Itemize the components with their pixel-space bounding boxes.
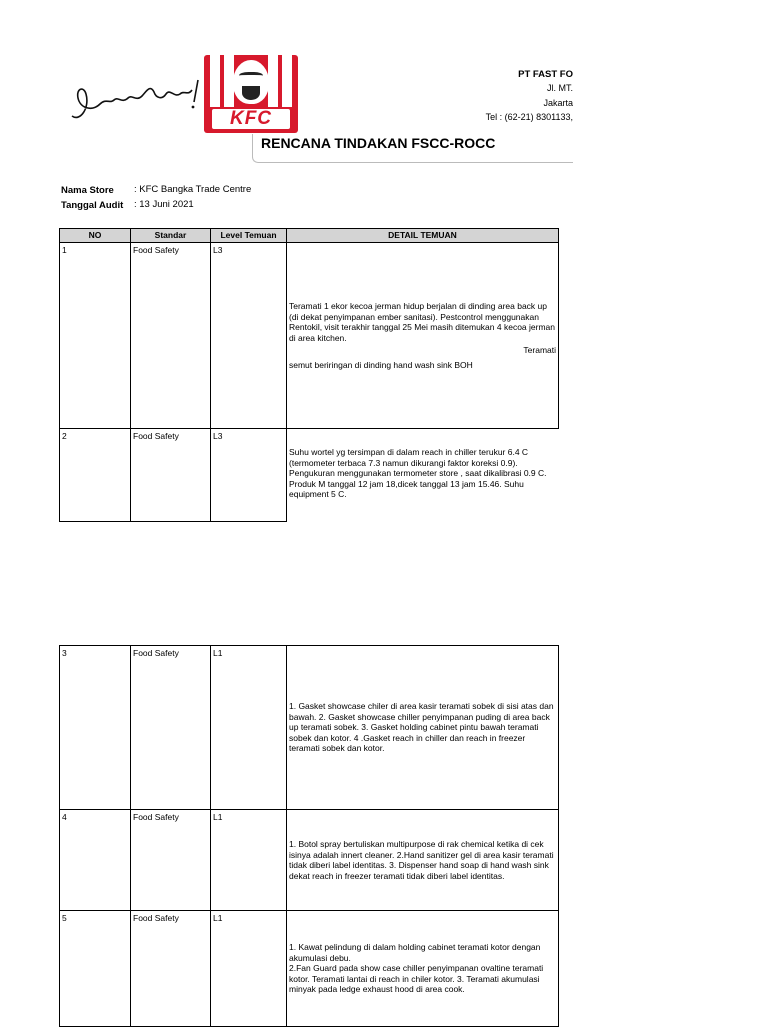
store-value: : KFC Bangka Trade Centre	[134, 184, 252, 195]
detail-text: Teramati 1 ekor kecoa jerman hidup berjalan di dinding area back up (di dekat penyimpanan ember sanitasi). Pestcontrol menggunakan Rentokil, visit terakhir tanggal 25 Mei masih ditemukan 4 kecoa jerman di area kitchen.	[289, 301, 555, 343]
cell-level: L3	[211, 243, 287, 429]
cell-no: 1	[60, 243, 131, 429]
company-address-line2: Jakarta	[543, 98, 573, 108]
table-header-row	[60, 229, 559, 243]
kfc-logo	[204, 55, 298, 133]
column-header-no: NO	[60, 229, 131, 243]
detail-text-tail: semut beriringan di dinding hand wash sink BOH	[289, 359, 473, 370]
table-row	[60, 429, 559, 522]
findings-table-page-2	[59, 645, 559, 1027]
colonel-icon	[233, 60, 269, 104]
cell-detail	[287, 646, 559, 810]
cell-no: 5	[60, 911, 131, 1027]
detail-text: Suhu wortel yg tersimpan di dalam reach in chiller terukur 6.4 C (termometer terbaca 7.3 namun dikurangi faktor koreksi 0.9). Pengukuran menggunakan termometer store , saat dikalibrasi 0.9 C. Produk M tanggal 12 jam 18,dicek tanggal 13 jam 15.46. Suhu equipment 5 C.	[289, 447, 547, 499]
cell-standard: Food Safety	[131, 646, 211, 810]
cell-level: L3	[211, 429, 287, 522]
cell-standard: Food Safety	[131, 911, 211, 1027]
detail-text: 1. Gasket showcase chiler di area kasir teramati sobek di sisi atas dan bawah. 2. Gasket showcase chiller penyimpanan puding di area back up teramati sobek. 3. Gasket holding cabinet pintu bawah teramati sobek dan kotor. 4 .Gasket reach in chiller dan reach in freezer teramati sobek dan kotor.	[289, 701, 554, 754]
cell-level: L1	[211, 911, 287, 1027]
audit-date-value: : 13 Juni 2021	[134, 199, 194, 210]
audit-date-label: Tanggal Audit	[61, 200, 124, 211]
cell-detail	[287, 810, 559, 911]
document-title: RENCANA TINDAKAN FSCC-ROCC	[261, 135, 496, 151]
detail-text: 1. Kawat pelindung di dalam holding cabinet teramati kotor dengan akumulasi debu. 2.Fan Guard pada show case chiller penyimpanan ovaltine teramati kotor. Teramati lantai di reach in chiler kotor. 3. Teramati akumulasi minyak pada ledge exhaust hood di area cook.	[289, 942, 544, 995]
table-row	[60, 911, 559, 1027]
cell-standard: Food Safety	[131, 243, 211, 429]
cell-standard: Food Safety	[131, 810, 211, 911]
cell-detail	[287, 911, 559, 1027]
column-header-level: Level Temuan	[211, 229, 287, 243]
table-row	[60, 810, 559, 911]
cell-no: 2	[60, 429, 131, 522]
company-name: PT FAST FO	[518, 69, 573, 80]
signature-graphic	[66, 78, 206, 128]
company-address-line1: Jl. MT.	[547, 83, 573, 93]
column-header-standard: Standar	[131, 229, 211, 243]
table-row	[60, 646, 559, 810]
cell-detail	[287, 429, 559, 522]
table-row	[60, 243, 559, 429]
column-header-detail: DETAIL TEMUAN	[287, 229, 559, 243]
cell-level: L1	[211, 646, 287, 810]
cell-no: 3	[60, 646, 131, 810]
company-phone: Tel : (62-21) 8301133,	[485, 112, 573, 122]
logo-wordmark: KFC	[212, 109, 290, 129]
detail-text-right: Teramati	[523, 345, 556, 355]
cell-standard: Food Safety	[131, 429, 211, 522]
cell-level: L1	[211, 810, 287, 911]
cell-no: 4	[60, 810, 131, 911]
cell-detail	[287, 243, 559, 429]
document-title-box	[252, 134, 573, 163]
findings-table-page-1	[59, 228, 559, 522]
detail-text: 1. Botol spray bertuliskan multipurpose di rak chemical ketika di cek isinya adalah innert cleaner. 2.Hand sanitizer gel di area kasir teramati tidak diberi label identitas. 3. Dispenser hand soap di hand wash sink dekat reach in freezer teramati tidak diberi label identitas.	[289, 839, 554, 881]
store-label: Nama Store	[61, 185, 114, 196]
